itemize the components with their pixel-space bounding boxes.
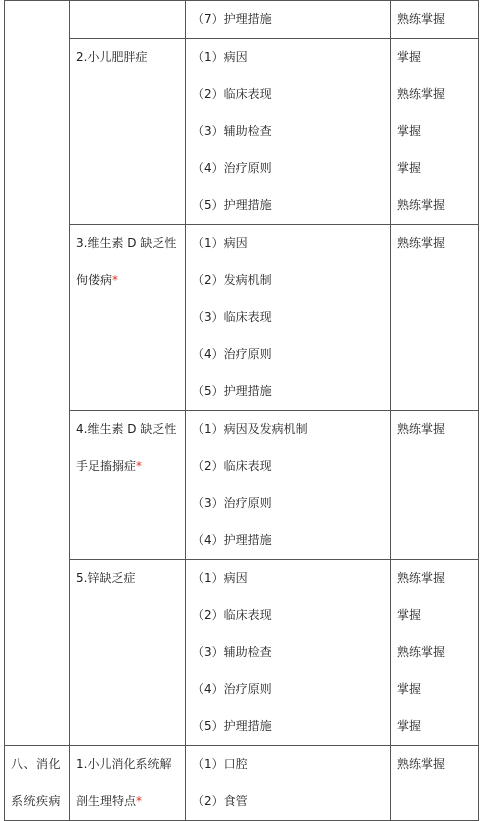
- topic-cell: [70, 560, 186, 746]
- level-item: 熟练掌握: [397, 12, 446, 26]
- level-item: 掌握: [397, 50, 422, 64]
- level-cell: [391, 560, 479, 746]
- section-title-line2: 系统疾病: [11, 794, 62, 808]
- level-cell: [391, 1, 479, 39]
- content-cell: [186, 39, 391, 225]
- content-item: （2）临床表现: [192, 459, 272, 473]
- topic-title-text: 剖生理特点: [76, 794, 137, 808]
- level-item: 熟练掌握: [397, 422, 446, 436]
- content-cell: [186, 746, 391, 821]
- content-item: （5）护理措施: [192, 384, 272, 398]
- topic-title-line1: 3.维生素 D 缺乏性: [76, 236, 177, 250]
- topic-title-text: 佝偻病: [76, 273, 113, 287]
- content-item: （3）治疗原则: [192, 496, 272, 510]
- content-cell: [186, 1, 391, 39]
- content-item: （2）发病机制: [192, 273, 272, 287]
- level-item: 掌握: [397, 719, 422, 733]
- syllabus-table: [4, 0, 479, 821]
- content-item: （4）治疗原则: [192, 161, 272, 175]
- topic-title-line1: 1.小儿消化系统解: [76, 757, 172, 771]
- topic-cell: [70, 39, 186, 225]
- content-item: （4）护理措施: [192, 533, 272, 547]
- level-item: 熟练掌握: [397, 757, 446, 771]
- section-title-line1: 八、消化: [11, 757, 62, 771]
- level-cell: [391, 411, 479, 560]
- topic-title-text: 手足搐搦症: [76, 459, 137, 473]
- content-item: （2）临床表现: [192, 87, 272, 101]
- content-item: （1）病因: [192, 571, 248, 585]
- content-item: （1）病因及发病机制: [192, 422, 308, 436]
- table-row: [5, 225, 479, 411]
- topic-title-line2: [76, 262, 185, 299]
- required-mark: *: [136, 794, 143, 808]
- content-item: （1）病因: [192, 236, 248, 250]
- topic-title-line1: 4.维生素 D 缺乏性: [76, 422, 177, 436]
- level-cell: [391, 39, 479, 225]
- topic-title-line2: [76, 783, 185, 820]
- table-row: [5, 560, 479, 746]
- level-item: 掌握: [397, 161, 422, 175]
- content-item: （4）治疗原则: [192, 682, 272, 696]
- topic-title: 5.锌缺乏症: [76, 571, 136, 585]
- level-cell: [391, 746, 479, 821]
- content-item: （2）临床表现: [192, 608, 272, 622]
- content-cell: [186, 560, 391, 746]
- required-mark: *: [112, 273, 119, 287]
- level-item: 掌握: [397, 608, 422, 622]
- level-item: 熟练掌握: [397, 236, 446, 250]
- content-item: （5）护理措施: [192, 719, 272, 733]
- level-item: 熟练掌握: [397, 198, 446, 212]
- content-item: （5）护理措施: [192, 198, 272, 212]
- level-item: 掌握: [397, 124, 422, 138]
- content-item: （2）食管: [192, 794, 248, 808]
- content-item: （1）口腔: [192, 757, 248, 771]
- table-row: [5, 1, 479, 39]
- topic-title-line2: [76, 448, 185, 485]
- content-cell: [186, 225, 391, 411]
- level-item: 掌握: [397, 682, 422, 696]
- content-cell: [186, 411, 391, 560]
- content-item: （3）辅助检查: [192, 124, 272, 138]
- content-item: （1）病因: [192, 50, 248, 64]
- content-item: （3）辅助检查: [192, 645, 272, 659]
- table-row: [5, 746, 479, 821]
- content-item: （7）护理措施: [192, 12, 272, 26]
- topic-cell: [70, 411, 186, 560]
- required-mark: *: [136, 459, 143, 473]
- level-item: 熟练掌握: [397, 645, 446, 659]
- topic-title: 2.小儿肥胖症: [76, 50, 148, 64]
- topic-cell: [70, 1, 186, 39]
- section-cell-blank: [5, 1, 70, 746]
- topic-cell: [70, 746, 186, 821]
- table-row: [5, 411, 479, 560]
- content-item: （4）治疗原则: [192, 347, 272, 361]
- topic-cell: [70, 225, 186, 411]
- level-cell: [391, 225, 479, 411]
- level-item: 熟练掌握: [397, 571, 446, 585]
- content-item: （3）临床表现: [192, 310, 272, 324]
- table-row: [5, 39, 479, 225]
- section-cell: [5, 746, 70, 821]
- level-item: 熟练掌握: [397, 87, 446, 101]
